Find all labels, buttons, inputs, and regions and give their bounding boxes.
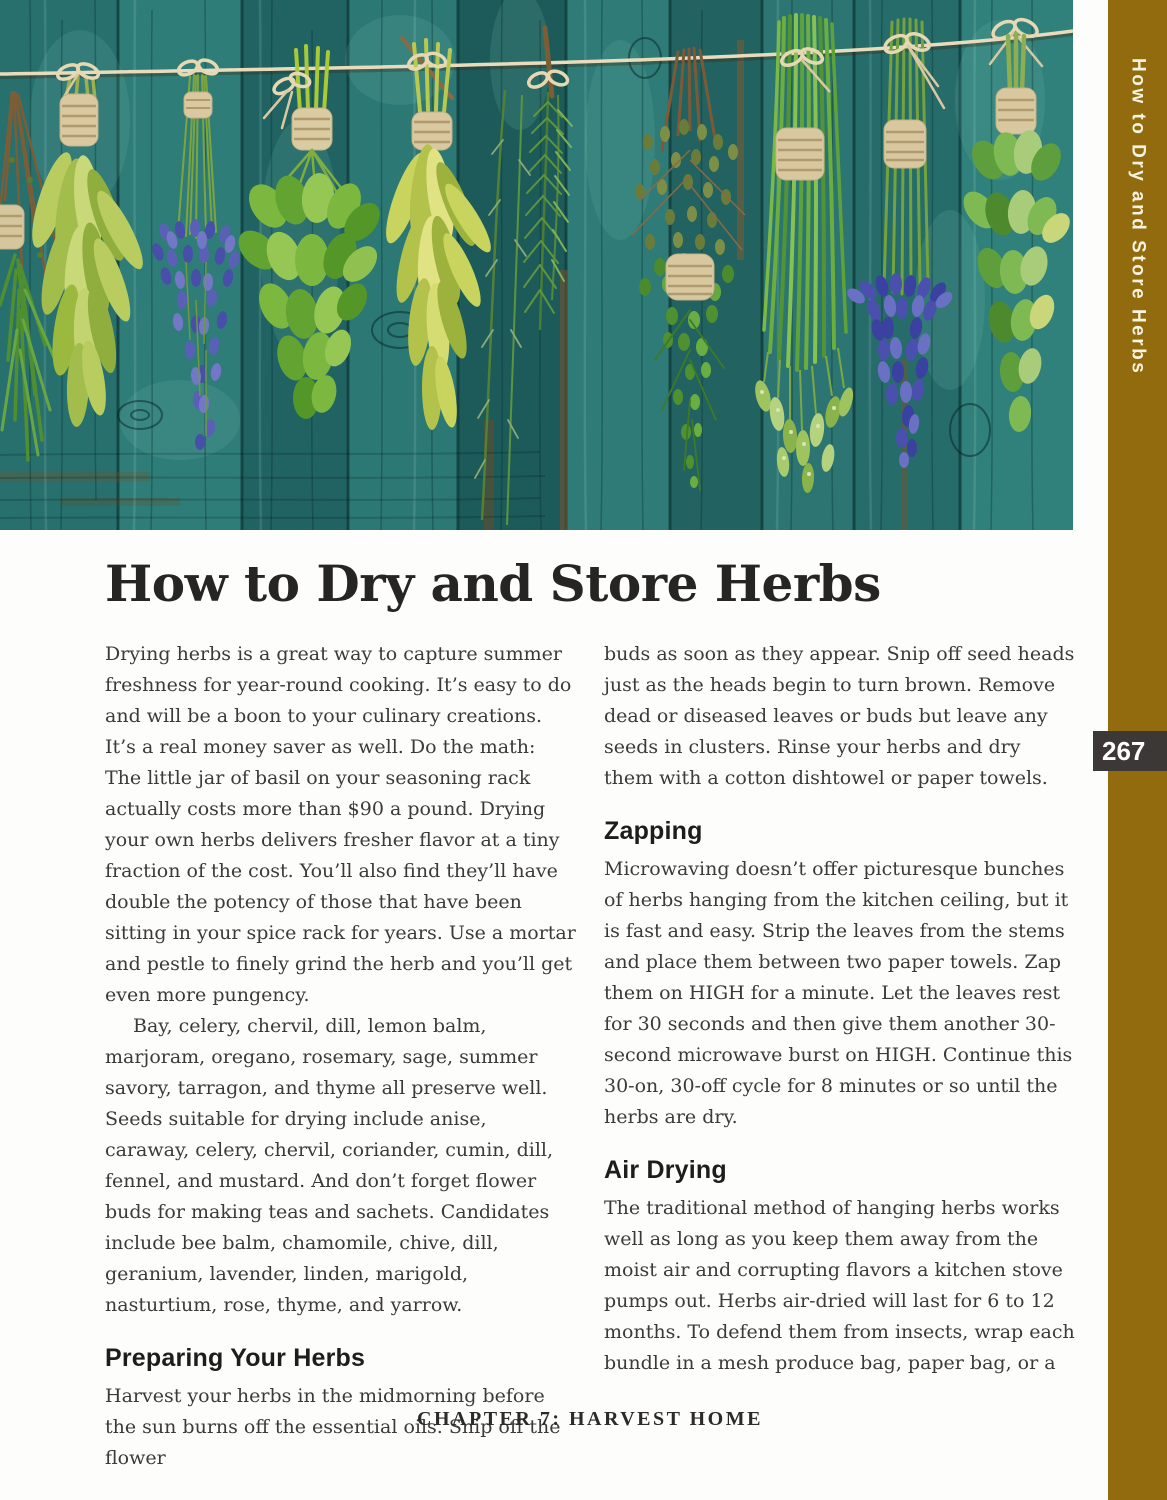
paragraph: Harvest your herbs in the midmorning before the sun burns off the essential oils. Snip off the flower (105, 1385, 561, 1469)
page-title: How to Dry and Store Herbs (105, 554, 881, 613)
page-number-badge: 267 (1093, 731, 1167, 771)
right-column (604, 639, 1075, 1474)
paragraph: Drying herbs is a great way to capture summer freshness for year-round cooking. It’s easy to do and will be a boon to your culinary creations. It’s a real money saver as well. Do the math: The little jar of basil on your seasoning rack actually costs more than $90 a pound. Drying your own herbs delivers fresher flavor at a tiny fraction of the cost. You’ll also find they’ll have double the potency of those that have been sitting in your spice rack for years. Use a mortar and pestle to finely grind the herb and you’ll get even more pungency. (105, 643, 576, 1006)
paragraph: buds as soon as they appear. Snip off seed heads just as the heads begin to turn brown. Remove dead or diseased leaves or buds but leave any seeds in clusters. Rinse your herbs and dry them with a cotton dishtowel or paper towels. (604, 643, 1075, 789)
section-heading-zapping: Zapping (604, 817, 703, 845)
herbs-photo-illustration (0, 0, 1073, 530)
left-column (105, 639, 576, 1474)
spine-title: How to Dry and Store Herbs (1127, 58, 1149, 376)
article (105, 553, 1075, 1474)
herbs-photo (0, 0, 1073, 530)
section-heading-air-drying: Air Drying (604, 1156, 727, 1184)
chapter-footer: CHAPTER 7: HARVEST HOME (417, 1408, 763, 1430)
text-columns (105, 639, 1075, 1474)
paragraph: Microwaving doesn’t offer picturesque bunches of herbs hanging from the kitchen ceiling, but it is fast and easy. Strip the leaves from the stems and place them between two paper towels. Zap them on HIGH for a minute. Let the leaves rest for 30 seconds and then give them another 30-second microwave burst on HIGH. Continue this 30-on, 30-off cycle for 8 minutes or so until the herbs are dry. (604, 858, 1073, 1128)
paragraph: Bay, celery, chervil, dill, lemon balm, marjoram, oregano, rosemary, sage, summer savory, tarragon, and thyme all preserve well. Seeds suitable for drying include anise, caraway, celery, chervil, coriander, cumin, dill, fennel, and mustard. And don’t forget flower buds for making teas and sachets. Candidates include bee balm, chamomile, chive, dill, geranium, lavender, linden, marigold, nasturtium, rose, thyme, and yarrow. (105, 1015, 554, 1316)
paragraph: The traditional method of hanging herbs works well as long as you keep them away from the moist air and corrupting flavors a kitchen stove pumps out. Herbs air-dried will last for 6 to 12 months. To defend them from insects, wrap each bundle in a mesh produce bag, paper bag, or a (604, 1197, 1075, 1374)
section-heading-preparing: Preparing Your Herbs (105, 1344, 366, 1372)
